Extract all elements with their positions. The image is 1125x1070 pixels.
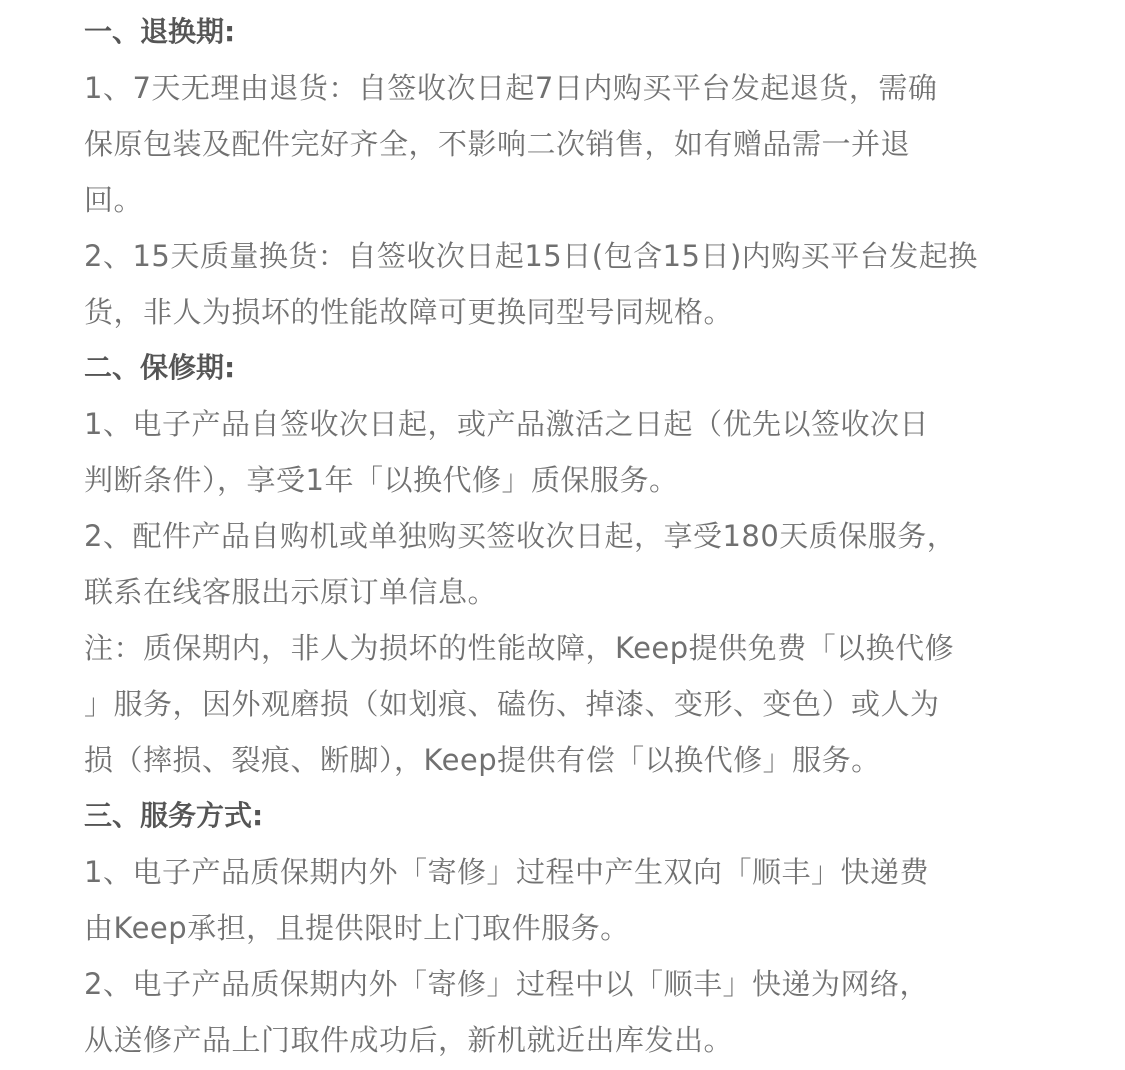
- section-heading: 一、退换期:: [84, 15, 236, 48]
- text-line: 2、电子产品质保期内外「寄修」过程中以「顺丰」快递为网络，: [84, 967, 929, 1001]
- section-heading: 三、服务方式:: [84, 799, 264, 832]
- text-line: 联系在线客服出示原订单信息。: [84, 575, 498, 609]
- section-return-exchange: [84, 4, 1065, 340]
- text-line: 货，非人为损坏的性能故障可更换同型号同规格。: [84, 295, 734, 329]
- text-line: 从送修产品上门取件成功后，新机就近出库发出。: [84, 1023, 734, 1057]
- paragraph: [84, 228, 1065, 340]
- text-line: 1、电子产品自签收次日起，或产品激活之日起（优先以签收次日: [84, 407, 929, 441]
- text-line: 2、配件产品自购机或单独购买签收次日起，享受180天质保服务，: [84, 519, 957, 553]
- text-line: 由Keep承担，且提供限时上门取件服务。: [84, 911, 630, 945]
- text-line: 保原包装及配件完好齐全，不影响二次销售，如有赠品需一并退: [84, 127, 911, 161]
- paragraph: [84, 956, 1065, 1068]
- text-line: 2、15天质量换货：自签收次日起15日(包含15日)内购买平台发起换: [84, 239, 978, 273]
- text-line: 判断条件），享受1年「以换代修」质保服务。: [84, 463, 679, 497]
- paragraph: [84, 396, 1065, 508]
- section-heading: 二、保修期:: [84, 351, 236, 384]
- paragraph: [84, 60, 1065, 228]
- text-line: 注：质保期内，非人为损坏的性能故障，Keep提供免费「以换代修: [84, 631, 955, 665]
- section-service-method: [84, 788, 1065, 1068]
- text-line: 回。: [84, 183, 144, 217]
- section-warranty: [84, 340, 1065, 788]
- text-line: 损（摔损、裂痕、断脚），Keep提供有偿「以换代修」服务。: [84, 743, 881, 777]
- text-line: 」服务，因外观磨损（如划痕、磕伤、掉漆、变形、变色）或人为: [84, 687, 940, 721]
- text-line: 1、电子产品质保期内外「寄修」过程中产生双向「顺丰」快递费: [84, 855, 929, 889]
- note-paragraph: [84, 620, 1065, 788]
- paragraph: [84, 844, 1065, 956]
- text-line: 1、7天无理由退货：自签收次日起7日内购买平台发起退货，需确: [84, 71, 938, 105]
- paragraph: [84, 508, 1065, 620]
